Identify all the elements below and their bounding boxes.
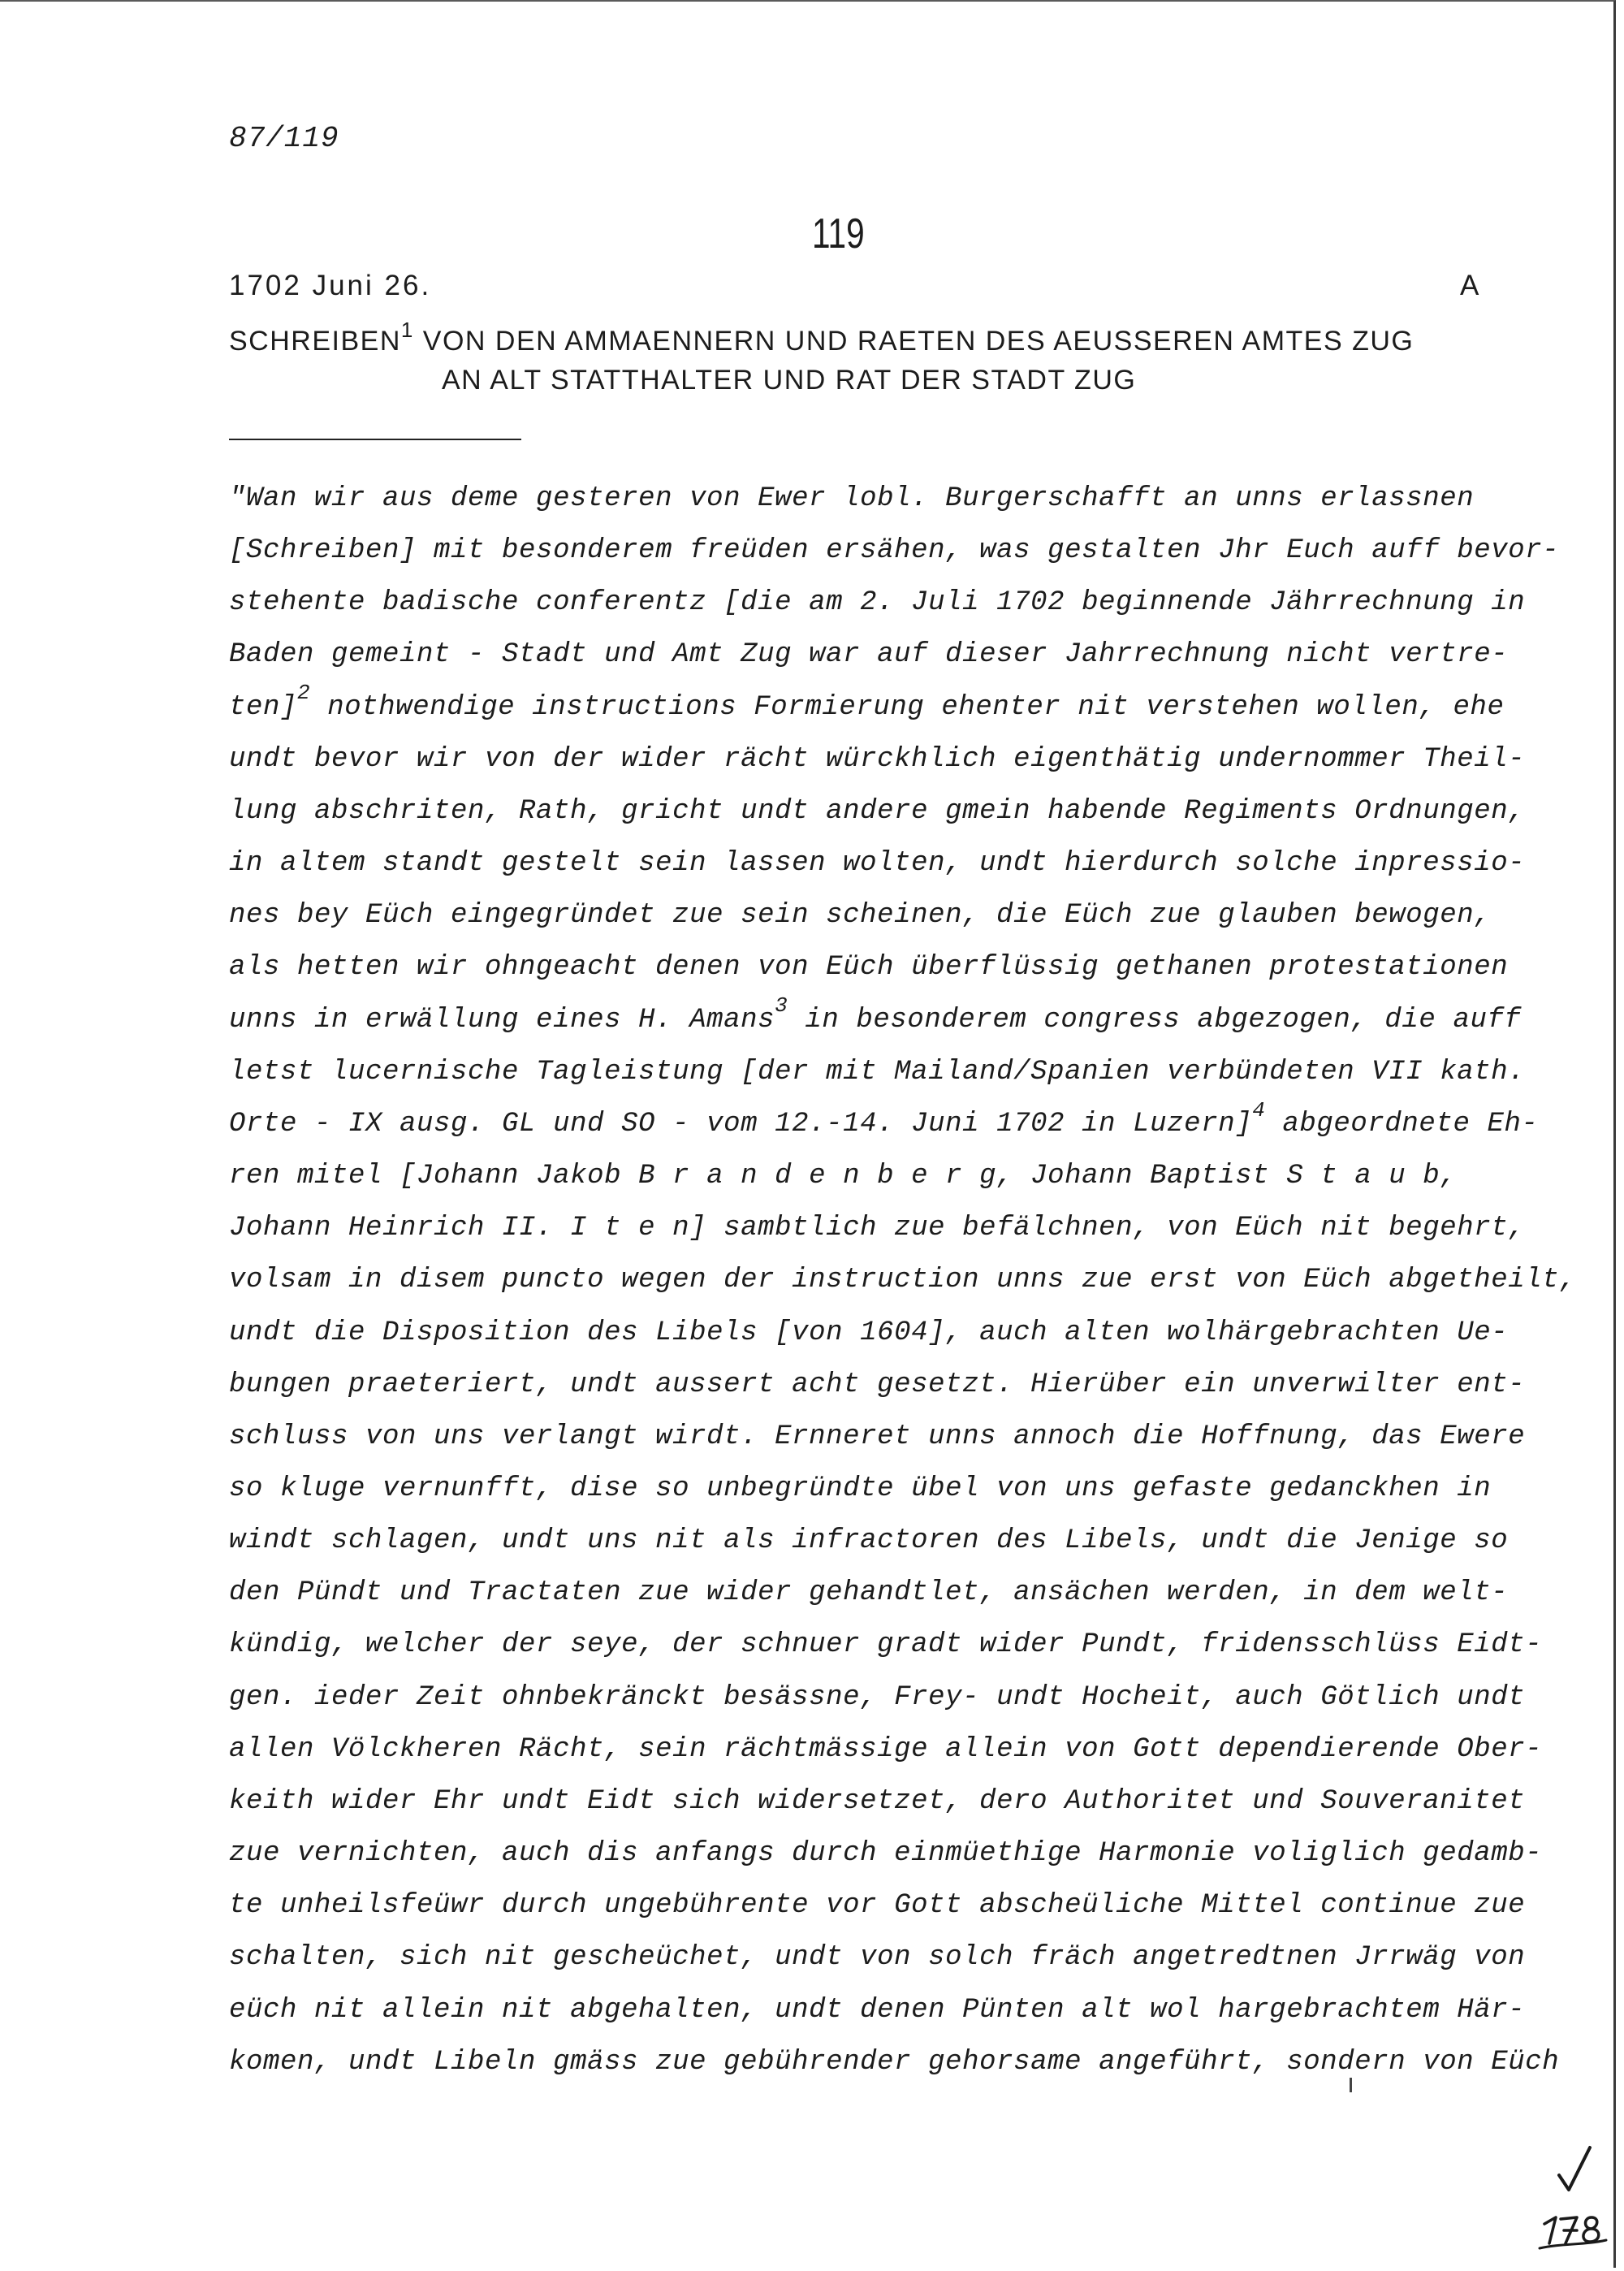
body-line: undt die Disposition des Libels [von 1604], auch alten wolhärgebrachten Ue- [229,1317,1509,1348]
body-line: undt bevor wir von der wider rächt würckhlich eigenthätig undernommer Theil- [229,743,1526,775]
body-line: ren mitel [Johann Jakob B r a n d e n b e r g, Johann Baptist S t a u b, [229,1161,1458,1192]
body-line: bungen praeteriert, undt aussert acht gesetzt. Hierüber ein unverwilter ent- [229,1369,1526,1400]
body-line: "Wan wir aus deme gesteren von Ewer lobl. Burgerschafft an unns erlassnen [229,483,1475,514]
body-line: schluss von uns verlangt wirdt. Ernneret unns annoch die Hoffnung, das Ewere [229,1421,1526,1452]
footnote-ref: 4 [1252,1097,1266,1123]
body-line: ten]$^2$ nothwendige instructions Formierung ehenter nit verstehen wollen, ehe [229,681,1505,723]
body-line: [Schreiben] mit besonderem freüden ersähen, was gestalten Jhr Euch auff bevor- [229,535,1560,567]
body-line: so kluge vernunfft, dise so unbegründte übel von uns gefaste gedanckhen in [229,1473,1492,1504]
body-line: gen. ieder Zeit ohnbekränckt besässne, Frey- undt Hocheit, auch Götlich undt [229,1681,1526,1713]
body-line: eüch nit allein nit abgehalten, undt denen Pünten alt wol hargebrachtem Här- [229,1994,1526,2026]
body-line: komen, undt Libeln gmäss zue gebührender gehorsame angeführt, sondern von Eüch [229,2046,1560,2078]
document-date: 1702 Juni 26. [229,270,432,301]
body-line: volsam in disem puncto wegen der instruction unns zue erst von Eüch abgetheilt, [229,1265,1577,1296]
body-line: den Pündt und Tractaten zue wider gehandtlet, ansächen werden, in dem welt- [229,1577,1509,1609]
body-line: kündig, welcher der seye, der schnuer gradt wider Pundt, fridensschlüss Eidt- [229,1629,1543,1661]
body-line: in altem standt gestelt sein lassen wolten, undt hierdurch solche inpressio- [229,848,1526,880]
heading-line-2: AN ALT STATTHALTER UND RAT DER STADT ZUG [442,365,1137,396]
body-line: stehente badische conferentz [die am 2. Juli 1702 beginnende Jährrechnung in [229,587,1526,619]
letter-body [229,473,1577,2088]
footnote-ref: 2 [297,681,311,706]
document-number: 119 [812,210,865,257]
body-line: Orte - IX ausg. GL und SO - vom 12.-14. Juni 1702 in Luzern]$^4$ abgeordnete Eh- [229,1097,1539,1140]
body-line: windt schlagen, undt uns nit als infractoren des Libels, undt die Jenige so [229,1525,1509,1557]
separator-rule [229,439,521,440]
footnote-ref: 3 [775,993,788,1019]
document-heading [229,317,1496,400]
body-line: als hetten wir ohngeacht denen von Eüch überflüssig gethanen protestationen [229,952,1509,984]
handwritten-annotation [1536,2136,1609,2258]
body-line: zue vernichten, auch dis anfangs durch einmüethige Harmonie voliglich gedamb- [229,1838,1543,1870]
heading-line-1: SCHREIBEN$^1$ VON DEN AMMAENNERN UND RAETEN DES AEUSSEREN AMTES ZUG [229,317,1415,357]
body-line: lung abschriten, Rath, gricht undt andere gmein habende Regiments Ordnungen, [229,795,1526,827]
body-line: keith wider Ehr undt Eidt sich widersetzet, dero Authoritet und Souveranitet [229,1785,1526,1817]
footnote-ref: 1 [400,317,414,342]
body-line: Baden gemeint - Stadt und Amt Zug war auf dieser Jahrrechnung nicht vertre- [229,639,1509,671]
body-line: te unheilsfeüwr durch ungebührente vor Gott abscheüliche Mittel continue zue [229,1890,1526,1922]
body-line: allen Völckheren Rächt, sein rächtmässige allein von Gott dependierende Ober- [229,1733,1543,1765]
body-line: unns in erwällung eines H. Amans$^3$ in besonderem congress abgezogen, die auff [229,993,1522,1036]
body-line: schalten, sich nit gescheüchet, undt von solch fräch angetredtnen Jrrwäg von [229,1942,1526,1974]
margin-tick-mark [1350,2078,1352,2092]
folio-number: 87/119 [229,122,339,155]
body-line: nes bey Eüch eingegründet zue sein scheinen, die Eüch zue glauben bewogen, [229,900,1492,932]
variant-mark: A [1460,270,1479,301]
body-line: letst lucernische Tagleistung [der mit Mailand/Spanien verbündeten VII kath. [229,1056,1526,1088]
body-line: Johann Heinrich II. I t e n] sambtlich zue befälchnen, von Eüch nit begehrt, [229,1213,1526,1244]
